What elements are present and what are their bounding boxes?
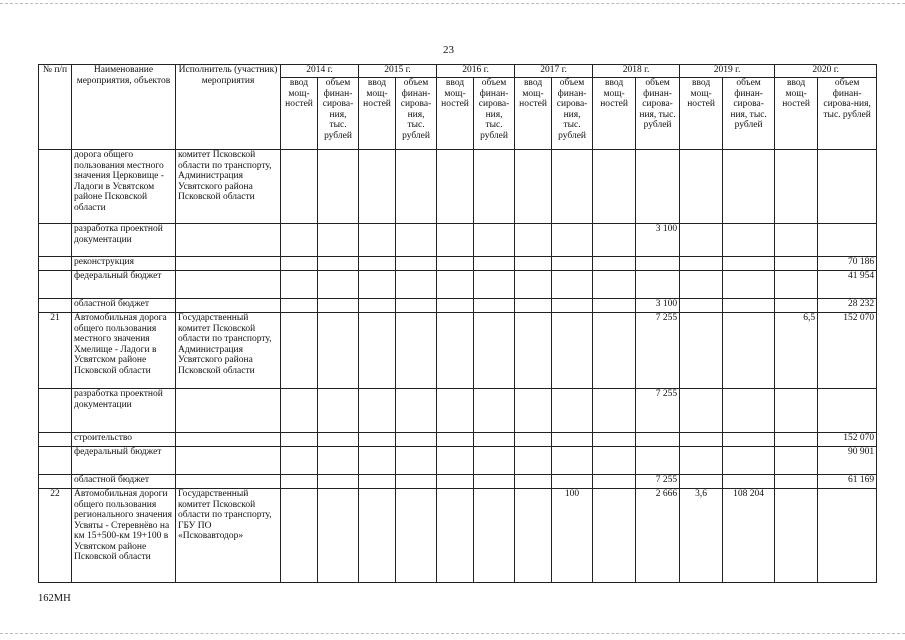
cell-2018-vvod [593, 447, 636, 475]
row-name: федеральный бюджет [72, 447, 176, 475]
cell-2014-vvod [281, 299, 318, 313]
row-executor: Государственный комитет Псковской области по транспорту, Администрация Усвятского района Псковской области [176, 313, 281, 389]
cell-2019-vvod [680, 313, 723, 389]
row-num: 22 [39, 489, 72, 583]
cell-2019-fin [723, 313, 775, 389]
cell-2016-fin [474, 150, 515, 224]
cell-2018-vvod [593, 299, 636, 313]
header-fin: объем финан-сирова-ния, тыс. рублей [474, 78, 515, 150]
row-num [39, 389, 72, 433]
cell-2014-fin [318, 489, 359, 583]
cell-2017-fin [552, 271, 593, 299]
cell-2019-vvod: 3,6 [680, 489, 723, 583]
footer-code: 162МН [38, 593, 71, 604]
cell-2017-vvod [515, 299, 552, 313]
cell-2016-vvod [437, 150, 474, 224]
row-executor [176, 433, 281, 447]
row-executor [176, 299, 281, 313]
row-executor [176, 224, 281, 257]
header-fin: объем финан-сирова-ния, тыс. рублей [818, 78, 877, 150]
cell-2018-fin [636, 271, 680, 299]
cell-2018-fin [636, 257, 680, 271]
cell-2015-fin [396, 433, 437, 447]
cell-2019-vvod [680, 271, 723, 299]
cell-2016-fin [474, 433, 515, 447]
cell-2017-vvod [515, 224, 552, 257]
cell-2019-fin [723, 257, 775, 271]
cell-2018-vvod [593, 433, 636, 447]
cell-2017-vvod [515, 271, 552, 299]
row-name: Автомобильная дорога общего пользования местного значения Хмелище - Ладоги в Усвятском районе Псковской области [72, 313, 176, 389]
header-year-2020: 2020 г. [775, 65, 877, 78]
cell-2020-fin: 152 070 [818, 433, 877, 447]
cell-2015-fin [396, 489, 437, 583]
cell-2015-vvod [359, 475, 396, 489]
cell-2020-fin [818, 150, 877, 224]
page-number: 23 [443, 44, 454, 56]
cell-2014-fin [318, 313, 359, 389]
cell-2016-vvod [437, 489, 474, 583]
cell-2020-vvod [775, 389, 818, 433]
cell-2020-fin: 28 232 [818, 299, 877, 313]
cell-2019-fin [723, 447, 775, 475]
cell-2017-fin [552, 389, 593, 433]
cell-2018-vvod [593, 489, 636, 583]
cell-2014-fin [318, 299, 359, 313]
cell-2019-vvod [680, 224, 723, 257]
table-row [39, 150, 877, 224]
program-table [38, 64, 877, 583]
table-row [39, 224, 877, 257]
cell-2020-fin: 70 186 [818, 257, 877, 271]
cell-2018-vvod [593, 389, 636, 433]
cell-2018-fin: 3 100 [636, 224, 680, 257]
row-num [39, 447, 72, 475]
header-fin: объем финан-сирова-ния, тыс. рублей [723, 78, 775, 150]
row-name: областной бюджет [72, 475, 176, 489]
cell-2017-fin [552, 475, 593, 489]
cell-2018-vvod [593, 224, 636, 257]
cell-2019-fin [723, 271, 775, 299]
cell-2016-vvod [437, 313, 474, 389]
cell-2018-vvod [593, 313, 636, 389]
row-num [39, 150, 72, 224]
cell-2016-fin [474, 489, 515, 583]
cell-2014-vvod [281, 271, 318, 299]
header-year-2014: 2014 г. [281, 65, 359, 78]
row-executor [176, 257, 281, 271]
cell-2015-vvod [359, 313, 396, 389]
row-num [39, 224, 72, 257]
cell-2017-fin [552, 224, 593, 257]
cell-2016-vvod [437, 447, 474, 475]
top-dashed-edge [0, 3, 905, 4]
table-row [39, 389, 877, 433]
cell-2018-fin: 2 666 [636, 489, 680, 583]
cell-2015-vvod [359, 271, 396, 299]
cell-2016-vvod [437, 433, 474, 447]
cell-2017-vvod [515, 489, 552, 583]
cell-2019-vvod [680, 389, 723, 433]
cell-2014-fin [318, 224, 359, 257]
cell-2017-vvod [515, 475, 552, 489]
cell-2015-fin [396, 271, 437, 299]
cell-2019-fin [723, 299, 775, 313]
cell-2016-fin [474, 299, 515, 313]
cell-2015-fin [396, 150, 437, 224]
cell-2015-fin [396, 447, 437, 475]
cell-2014-fin [318, 447, 359, 475]
cell-2020-fin [818, 489, 877, 583]
cell-2014-fin [318, 475, 359, 489]
header-vvod: ввод мощ-ностей [680, 78, 723, 150]
cell-2016-vvod [437, 271, 474, 299]
cell-2015-fin [396, 299, 437, 313]
cell-2014-fin [318, 389, 359, 433]
cell-2019-vvod [680, 150, 723, 224]
cell-2019-vvod [680, 475, 723, 489]
row-executor [176, 389, 281, 433]
header-fin: объем финан-сирова-ния, тыс. рублей [636, 78, 680, 150]
header-year-2017: 2017 г. [515, 65, 593, 78]
cell-2016-vvod [437, 389, 474, 433]
header-executor: Исполнитель (участник) мероприятия [176, 65, 281, 150]
row-executor: Государственный комитет Псковской области по транспорту, ГБУ ПО «Псковавтодор» [176, 489, 281, 583]
cell-2018-vvod [593, 271, 636, 299]
cell-2020-vvod [775, 299, 818, 313]
cell-2017-vvod [515, 150, 552, 224]
cell-2016-fin [474, 447, 515, 475]
cell-2019-fin [723, 389, 775, 433]
cell-2018-fin: 7 255 [636, 313, 680, 389]
cell-2015-vvod [359, 299, 396, 313]
cell-2017-vvod [515, 313, 552, 389]
table-row [39, 313, 877, 389]
cell-2016-vvod [437, 475, 474, 489]
cell-2020-vvod [775, 271, 818, 299]
row-num [39, 433, 72, 447]
cell-2018-fin [636, 447, 680, 475]
cell-2017-fin: 100 [552, 489, 593, 583]
cell-2020-vvod [775, 433, 818, 447]
cell-2016-fin [474, 389, 515, 433]
cell-2015-fin [396, 224, 437, 257]
row-executor [176, 271, 281, 299]
cell-2019-fin [723, 224, 775, 257]
cell-2015-fin [396, 389, 437, 433]
cell-2018-vvod [593, 150, 636, 224]
cell-2017-fin [552, 150, 593, 224]
row-executor: комитет Псковской области по транспорту, Администрация Усвятского района Псковской области [176, 150, 281, 224]
table-row [39, 475, 877, 489]
header-vvod: ввод мощ-ностей [515, 78, 552, 150]
table-row [39, 489, 877, 583]
cell-2016-fin [474, 271, 515, 299]
cell-2018-vvod [593, 475, 636, 489]
cell-2015-vvod [359, 150, 396, 224]
table-row [39, 447, 877, 475]
cell-2020-vvod [775, 224, 818, 257]
row-name: областной бюджет [72, 299, 176, 313]
header-fin: объем финан-сирова-ния, тыс. рублей [396, 78, 437, 150]
cell-2020-vvod [775, 489, 818, 583]
row-num [39, 475, 72, 489]
cell-2020-fin [818, 389, 877, 433]
cell-2018-fin: 7 255 [636, 389, 680, 433]
row-name: Автомобильная дороги общего пользования регионального значения Усвяты - Стеревнёво на км 15+500-км 19+100 в Усвятском районе Псковской области [72, 489, 176, 583]
cell-2014-vvod [281, 447, 318, 475]
header-vvod: ввод мощ-ностей [437, 78, 474, 150]
cell-2018-fin: 7 255 [636, 475, 680, 489]
cell-2015-vvod [359, 447, 396, 475]
table-row [39, 257, 877, 271]
row-executor [176, 447, 281, 475]
cell-2020-vvod [775, 257, 818, 271]
cell-2019-fin [723, 433, 775, 447]
cell-2014-vvod [281, 475, 318, 489]
header-vvod: ввод мощ-ностей [281, 78, 318, 150]
cell-2020-fin [818, 224, 877, 257]
cell-2014-vvod [281, 313, 318, 389]
bottom-dashed-edge [0, 633, 905, 634]
header-name: Наименование мероприятия, объектов [72, 65, 176, 150]
cell-2018-fin [636, 433, 680, 447]
cell-2018-fin: 3 100 [636, 299, 680, 313]
cell-2017-fin [552, 299, 593, 313]
row-num [39, 271, 72, 299]
cell-2017-vvod [515, 447, 552, 475]
header-year-2016: 2016 г. [437, 65, 515, 78]
header-year-2018: 2018 г. [593, 65, 680, 78]
cell-2016-fin [474, 224, 515, 257]
cell-2017-vvod [515, 389, 552, 433]
cell-2018-fin [636, 150, 680, 224]
row-name: федеральный бюджет [72, 271, 176, 299]
cell-2020-vvod: 6,5 [775, 313, 818, 389]
cell-2019-fin [723, 150, 775, 224]
cell-2017-fin [552, 313, 593, 389]
cell-2017-fin [552, 447, 593, 475]
cell-2014-vvod [281, 433, 318, 447]
table-row [39, 433, 877, 447]
cell-2019-fin [723, 475, 775, 489]
row-name: разработка проектной документации [72, 224, 176, 257]
cell-2015-fin [396, 475, 437, 489]
cell-2017-vvod [515, 433, 552, 447]
cell-2018-vvod [593, 257, 636, 271]
cell-2014-fin [318, 150, 359, 224]
cell-2016-fin [474, 475, 515, 489]
cell-2019-vvod [680, 447, 723, 475]
cell-2020-vvod [775, 447, 818, 475]
cell-2017-vvod [515, 257, 552, 271]
cell-2014-fin [318, 257, 359, 271]
header-year-2015: 2015 г. [359, 65, 437, 78]
table-row [39, 271, 877, 299]
cell-2014-fin [318, 433, 359, 447]
cell-2016-vvod [437, 299, 474, 313]
cell-2020-vvod [775, 475, 818, 489]
cell-2016-fin [474, 257, 515, 271]
row-num [39, 299, 72, 313]
cell-2020-fin: 61 169 [818, 475, 877, 489]
cell-2014-fin [318, 271, 359, 299]
cell-2020-fin: 41 954 [818, 271, 877, 299]
header-year-2019: 2019 г. [680, 65, 775, 78]
header-vvod: ввод мощ-ностей [775, 78, 818, 150]
cell-2015-vvod [359, 489, 396, 583]
cell-2014-vvod [281, 224, 318, 257]
cell-2020-fin: 152 070 [818, 313, 877, 389]
row-name: строительство [72, 433, 176, 447]
cell-2015-fin [396, 257, 437, 271]
header-fin: объем финан-сирова-ния, тыс. рублей [318, 78, 359, 150]
cell-2017-fin [552, 257, 593, 271]
cell-2015-vvod [359, 389, 396, 433]
cell-2015-vvod [359, 224, 396, 257]
header-vvod: ввод мощ-ностей [359, 78, 396, 150]
cell-2016-vvod [437, 224, 474, 257]
cell-2020-vvod [775, 150, 818, 224]
header-vvod: ввод мощ-ностей [593, 78, 636, 150]
cell-2016-vvod [437, 257, 474, 271]
cell-2017-fin [552, 433, 593, 447]
row-name: разработка проектной документации [72, 389, 176, 433]
row-name: дорога общего пользования местного значения Церковище - Ладоги в Усвятском районе Псковской области [72, 150, 176, 224]
cell-2014-vvod [281, 389, 318, 433]
cell-2019-vvod [680, 433, 723, 447]
cell-2014-vvod [281, 257, 318, 271]
cell-2015-vvod [359, 257, 396, 271]
row-executor [176, 475, 281, 489]
cell-2019-vvod [680, 299, 723, 313]
row-num [39, 257, 72, 271]
table-row [39, 299, 877, 313]
header-fin: объем финан-сирова-ния, тыс. рублей [552, 78, 593, 150]
header-num: № п/п [39, 65, 72, 150]
cell-2019-fin: 108 204 [723, 489, 775, 583]
row-num: 21 [39, 313, 72, 389]
cell-2015-vvod [359, 433, 396, 447]
cell-2016-fin [474, 313, 515, 389]
cell-2014-vvod [281, 150, 318, 224]
cell-2014-vvod [281, 489, 318, 583]
row-name: реконструкция [72, 257, 176, 271]
cell-2015-fin [396, 313, 437, 389]
cell-2020-fin: 90 901 [818, 447, 877, 475]
cell-2019-vvod [680, 257, 723, 271]
